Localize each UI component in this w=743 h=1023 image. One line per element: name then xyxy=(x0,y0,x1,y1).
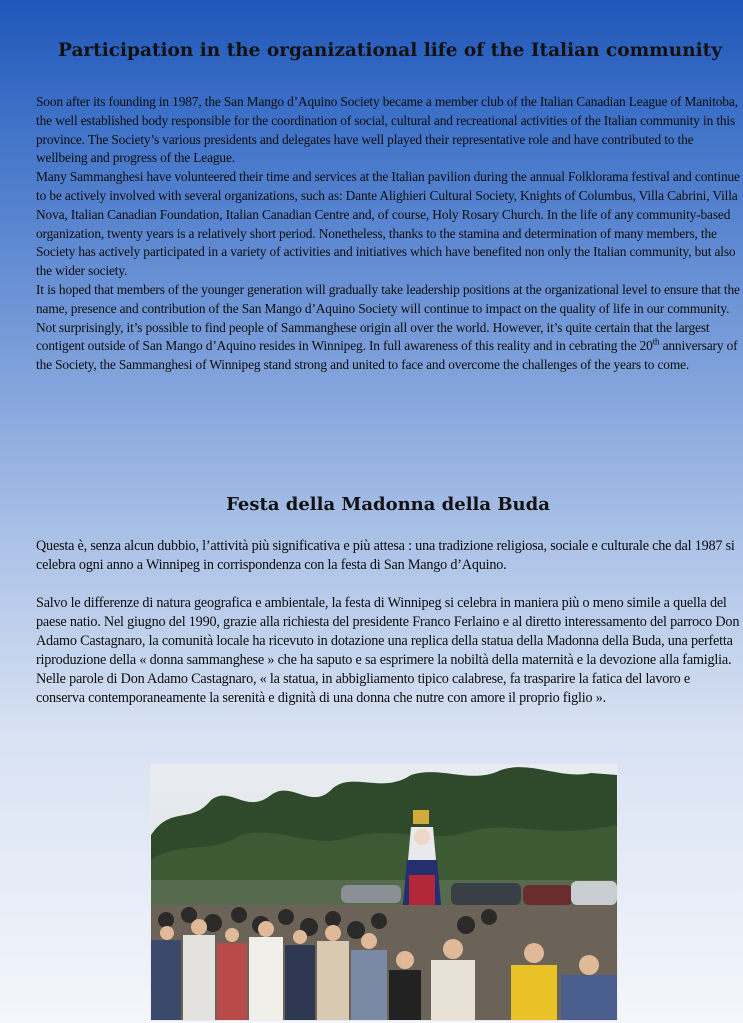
paragraph-league: Soon after its founding in 1987, the San Mango d’Aquino Society became a member club of the Italian Canadian League of Manitoba, the well established body responsible for the coordination of social, cultural and recreational activities of the Italian community in this province. The Society’s various presidents and delegates have well played their representative role and have contributed to the wellbeing and progress of the League. xyxy=(36,94,738,166)
paragraph-volunteers: Many Sammanghesi have volunteered their time and services at the Italian pavilion during the annual Folklorama festival and continue to be actively involved with several organizations, such as: Dante Alighieri Cultural Society, Knights of Columbus, Villa Cabrini, Villa Nova, Italian Canadian Foundation, Italian Canadian Centre and, of course, Holy Rosary Church. In the life of any community-based organization, twenty years is a relatively short period. Nonetheless, thanks to the stamina and determination of many members, the Society has actively participated in a variety of activities and initiatives which have benefited non only the Italian community, but also the wider society. xyxy=(36,169,740,279)
festival-procession-photo xyxy=(151,765,617,1020)
paragraph-statua: Salvo le differenze di natura geografica e ambientale, la festa di Winnipeg si celebra in maniera più o meno simile a quella del paese natio. Nel giugno del 1990, grazie alla richiesta del presidente Franco Ferlaino e al diretto interessamento del parroco Don Adamo Castagnaro, la comunità locale ha ricevuto in dotazione una replica della statua della Madonna della Buda, una perfetta riproduzione della « donna sammanghese » che ha saputo e sa esprimere la nobiltà della maternità e la devozione alla famiglia. Nelle parole di Don Adamo Castagnaro, « la statua, in abbigliamento tipico calabrese, fa trasparire la fatica del lavoro e conserva contemporaneamente la serenità e dignità di una donna che nutre con amore il proprio figlio ». xyxy=(36,595,740,706)
english-text-block xyxy=(36,93,740,375)
paragraph-tradizione: Questa è, senza alcun dubbio, l’attività più significativa e più attesa : una tradizione religiosa, sociale e culturale che dal 1987 si celebra ogni anno a Winnipeg in corrispondenza con la festa di San Mango d’Aquino. xyxy=(36,538,735,573)
paragraph-winnipeg: Not surprisingly, it’s possible to find people of Sammanghese origin all over the world. However, it’s quite certain that the largest contigent outside of San Mango d’Aquino resides in Winnipeg. In full awareness of this reality and in cebrating the 20th anniversary of the Society, the Sammanghesi of Winnipeg stand strong and united to face and overcome the challenges of the years to come. xyxy=(36,319,738,373)
italian-text-block xyxy=(36,537,740,708)
section-heading-participation: Participation in the organizational life of the Italian community xyxy=(58,40,722,61)
section-heading-festa: Festa della Madonna della Buda xyxy=(226,494,550,515)
paragraph-younger-generation: It is hoped that members of the younger generation will gradually take leadership positions at the organizational level to ensure that the name, presence and contribution of the San Mango d’Aquino Society will continue to impact on the quality of life in our community. xyxy=(36,281,740,316)
